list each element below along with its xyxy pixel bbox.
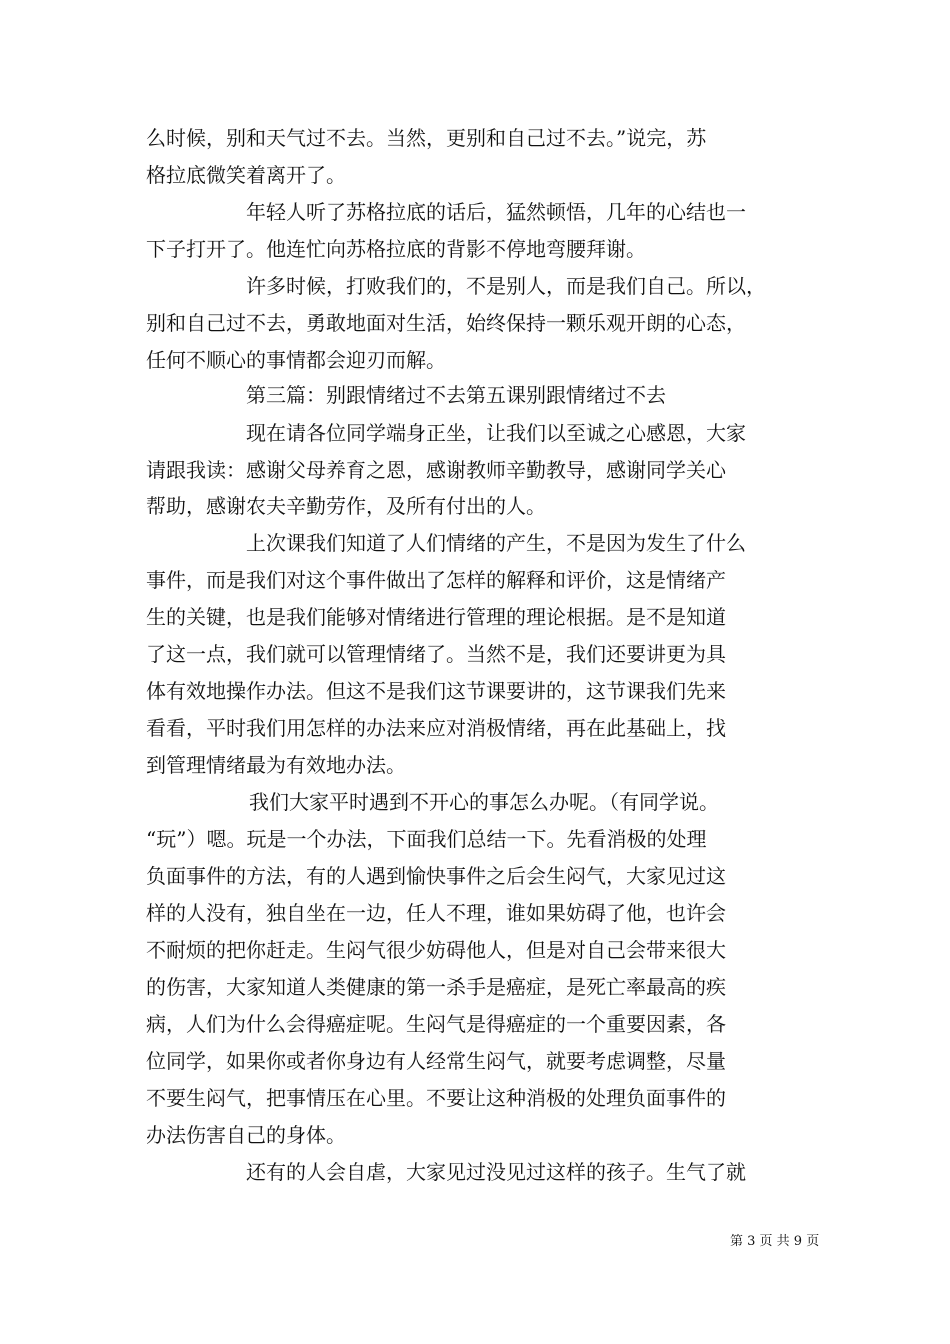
- text-line: “玩”）嗯。玩是一个办法，下面我们总结一下。先看消极的处理: [146, 827, 707, 851]
- text-line: 下子打开了。他连忙向苏格拉底的背影不停地弯腰拜谢。: [146, 237, 646, 261]
- text-line: 么时候，别和天气过不去。当然，更别和自己过不去。”说完，苏: [146, 126, 707, 150]
- text-line: 的伤害，大家知道人类健康的第一杀手是癌症，是死亡率最高的疾: [146, 975, 726, 999]
- text-line: 别和自己过不去，勇敢地面对生活，始终保持一颗乐观开朗的心态，: [146, 311, 746, 335]
- text-line: 任何不顺心的事情都会迎刃而解。: [146, 348, 446, 372]
- text-line: 事件，而是我们对这个事件做出了怎样的解释和评价，这是情绪产: [146, 568, 726, 592]
- paragraph-start: 还有的人会自虐，大家见过没见过这样的孩子。生气了就: [246, 1160, 746, 1184]
- text-line: 生的关键，也是我们能够对情绪进行管理的理论根据。是不是知道: [146, 605, 726, 629]
- text-line: 请跟我读：感谢父母养育之恩，感谢教师辛勤教导，感谢同学关心: [146, 458, 726, 482]
- text-line: 办法伤害自己的身体。: [146, 1123, 346, 1147]
- text-line: 不耐烦的把你赶走。生闷气很少妨碍他人，但是对自己会带来很大: [146, 938, 726, 962]
- paragraph-start: 现在请各位同学端身正坐，让我们以至诚之心感恩，大家: [246, 421, 746, 445]
- text-line: 了这一点，我们就可以管理情绪了。当然不是，我们还要讲更为具: [146, 642, 726, 666]
- paragraph-start: 许多时候，打败我们的，不是别人，而是我们自己。所以，: [246, 274, 766, 298]
- text-line: 病，人们为什么会得癌症呢。生闷气是得癌症的一个重要因素，各: [146, 1012, 726, 1036]
- paragraph-start: 上次课我们知道了人们情绪的产生，不是因为发生了什么: [246, 531, 746, 555]
- text-line: 样的人没有，独自坐在一边，任人不理，谁如果妨碍了他，也许会: [146, 901, 726, 925]
- text-line: 帮助，感谢农夫辛勤劳作，及所有付出的人。: [146, 494, 546, 518]
- text-line: 体有效地操作办法。但这不是我们这节课要讲的，这节课我们先来: [146, 679, 726, 703]
- section-heading: 第三篇：别跟情绪过不去第五课别跟情绪过不去: [246, 383, 666, 407]
- text-line: 位同学，如果你或者你身边有人经常生闷气，就要考虑调整，尽量: [146, 1049, 726, 1073]
- text-line: 不要生闷气，把事情压在心里。不要让这种消极的处理负面事件的: [146, 1086, 726, 1110]
- text-line: 负面事件的方法，有的人遇到愉快事件之后会生闷气，大家见过这: [146, 864, 726, 888]
- paragraph-start: 我们大家平时遇到不开心的事怎么办呢。（有同学说。: [249, 790, 719, 814]
- paragraph-start: 年轻人听了苏格拉底的话后，猛然顿悟，几年的心结也一: [246, 200, 746, 224]
- text-line: 格拉底微笑着离开了。: [146, 163, 346, 187]
- text-line: 看看，平时我们用怎样的办法来应对消极情绪，再在此基础上，找: [146, 716, 726, 740]
- text-line: 到管理情绪最为有效地办法。: [146, 753, 406, 777]
- page-number-footer: 第 3 页 共 9 页: [730, 1234, 820, 1249]
